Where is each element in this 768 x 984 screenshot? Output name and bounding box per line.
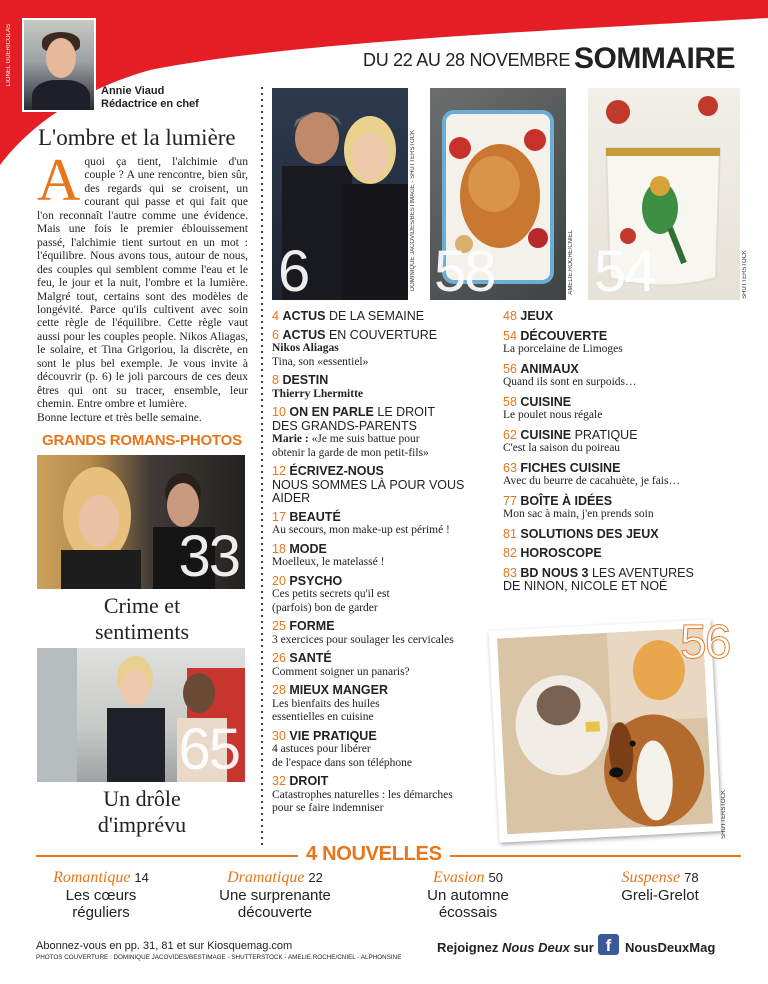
cover-credit-2: AMELIE.ROCHE/CNIEL xyxy=(568,230,574,295)
roman-page-1: 33 xyxy=(178,524,239,589)
editorial-text: quoi ça tient, l'alchimie d'un couple ? A une rencontre, bien sûr, des regards qui se croisent, un courant qui passe et qui fait que l'on reconnaît l'autre comme une évidence. Mais une fois le premier éblouissement passé, l'alchimie tient surtout en un mot : l'équilibre. Nous avons tous, autour de nous, des couples qui semblent comme l'eau et le feu, le jour et la nuit, l'ombre et la lumière. Malgré tout, certains sont des modèles de longévité. Parce qu'ils cultivent avec soin cette règle de l'équilibre. Cette règle vaut aussi pour les couples people. Nikos Aliagas, le solaire, et Tina Grigoriou, la discrète, en sont le plus bel exemple. Je vous invite à découvrir (p. 6) le joli parcours de ces deux êtres qui ont su tracer, ensemble, leur chemin. Entre ombre et lumière. xyxy=(37,155,248,411)
toc-num: 20 xyxy=(272,573,286,588)
romans-heading: GRANDS ROMANS-PHOTOS xyxy=(42,432,242,449)
editor-name: Annie Viaud xyxy=(101,85,165,97)
toc-num: 8 xyxy=(272,373,279,387)
toc-keyword: BEAUTÉ xyxy=(289,509,341,524)
toc-keyword: MODE xyxy=(289,541,327,556)
toc-keyword: DÉCOUVERTE xyxy=(520,328,608,343)
toc-sub: Le poulet nous régale xyxy=(503,409,603,421)
nouvelle-genre: Dramatique xyxy=(227,869,305,886)
toc-item[interactable] xyxy=(272,775,497,816)
nouvelle-title-line1: Greli-Grelot xyxy=(621,887,699,904)
toc-sub: 4 astuces pour libérer xyxy=(272,743,371,755)
nouvelle-item[interactable] xyxy=(383,869,553,921)
toc-left xyxy=(272,310,497,816)
toc-sub: Ces petits secrets qu'il est xyxy=(272,588,390,600)
toc-num: 17 xyxy=(272,509,286,524)
toc-num: 58 xyxy=(503,394,517,409)
toc-sub: Au secours, mon make-up est périmé ! xyxy=(272,524,450,536)
roman-title-2-line2: d'imprévu xyxy=(97,812,187,837)
toc-sub: Tina, son «essentiel» xyxy=(272,355,369,368)
animal-page: 56 xyxy=(680,616,730,669)
nouvelle-page: 78 xyxy=(684,870,699,885)
toc-item[interactable] xyxy=(503,396,743,423)
roman-title-1 xyxy=(37,593,247,645)
toc-keyword: BD NOUS 3 xyxy=(520,565,589,580)
cover-page-3: 54 xyxy=(594,239,655,300)
nouvelle-title-line1: Les cœurs xyxy=(65,887,137,904)
editorial-signoff: Bonne lecture et très belle semaine. xyxy=(37,410,202,424)
social-invite-brand: Nous Deux xyxy=(502,940,570,955)
toc-item[interactable] xyxy=(272,543,497,570)
toc-sub: 3 exercices pour soulager les cervicales xyxy=(272,633,454,646)
toc-sub-bold: Nikos Aliagas xyxy=(272,342,339,354)
editor-signature xyxy=(101,85,199,111)
toc-keyword: ACTUS xyxy=(282,309,326,323)
toc-num: 82 xyxy=(503,546,517,560)
toc-keyword: SOLUTIONS DES JEUX xyxy=(520,526,659,541)
toc-keyword: ÉCRIVEZ-NOUS xyxy=(289,464,384,478)
toc-sub: «Je me suis battue pour xyxy=(308,433,420,445)
roman-title-2 xyxy=(37,786,247,838)
nouvelle-genre: Suspense xyxy=(621,869,681,886)
social-invite-post: sur xyxy=(569,940,594,955)
toc-num: 77 xyxy=(503,493,517,508)
cover-photo-3[interactable] xyxy=(588,88,740,300)
toc-sub: Les bienfaits des huiles xyxy=(272,697,380,710)
toc-item[interactable] xyxy=(272,620,497,647)
toc-num: 81 xyxy=(503,526,517,541)
cover-photo-2[interactable] xyxy=(430,88,566,300)
nouvelle-title-line2: écossais xyxy=(438,904,498,921)
toc-num: 18 xyxy=(272,541,286,556)
social-invite-pre: Rejoignez xyxy=(437,940,503,955)
roman-photo-2[interactable] xyxy=(37,648,245,782)
toc-sub: obtenir la garde de mon petit-fils» xyxy=(272,446,429,459)
toc-num: 56 xyxy=(503,361,517,376)
toc-num: 62 xyxy=(503,427,517,442)
cover-page-2: 58 xyxy=(434,239,495,300)
toc-sub: essentielles en cuisine xyxy=(272,711,374,723)
toc-num: 12 xyxy=(272,464,286,478)
nouvelle-page: 14 xyxy=(134,870,149,885)
toc-keyword: VIE PRATIQUE xyxy=(289,728,377,743)
editor-photo xyxy=(22,18,96,112)
toc-keyword: MIEUX MANGER xyxy=(289,683,389,697)
nouvelle-page: 50 xyxy=(488,870,503,885)
toc-rest: LES AVENTURES xyxy=(588,565,694,580)
toc-sub: de l'espace dans son téléphone xyxy=(272,756,413,769)
toc-rest-line2: DES GRANDS-PARENTS xyxy=(272,418,417,433)
toc-item[interactable] xyxy=(272,374,497,401)
animal-credit: SHUTTERSTOCK xyxy=(721,790,727,839)
toc-rest-line2: DE NINON, NICOLE ET NOÉ xyxy=(503,579,668,593)
nouvelle-genre: Romantique xyxy=(53,869,131,886)
toc-item[interactable] xyxy=(272,652,497,679)
toc-num: 4 xyxy=(272,309,279,323)
toc-num: 48 xyxy=(503,309,517,323)
toc-item[interactable] xyxy=(503,462,743,489)
toc-sub-bold: Marie : xyxy=(272,433,309,445)
editor-role: Rédactrice en chef xyxy=(101,98,199,110)
toc-sub: Quand ils sont en surpoids… xyxy=(503,376,637,388)
nouvelle-title-line2: réguliers xyxy=(72,904,130,921)
roman-photo-1[interactable] xyxy=(37,455,245,589)
toc-rest: EN COUVERTURE xyxy=(325,327,438,342)
toc-keyword: DESTIN xyxy=(282,373,329,387)
toc-sub: Comment soigner un panaris? xyxy=(272,665,410,678)
toc-keyword: BOÎTE À IDÉES xyxy=(520,493,613,508)
toc-num: 54 xyxy=(503,328,517,343)
toc-item[interactable] xyxy=(272,465,497,506)
photo-credits: PHOTOS COUVERTURE : DOMINIQUE JACOVIDES/BESTIMAGE - SHUTTERSTOCK - AMELIE.ROCHE/CNIEL - ALPHONSINE xyxy=(36,954,402,961)
toc-item[interactable] xyxy=(272,684,497,725)
toc-sub: Catastrophes naturelles : les démarches xyxy=(272,788,453,801)
toc-sub: pour se faire indemniser xyxy=(272,802,384,814)
toc-num: 32 xyxy=(272,774,286,788)
toc-num: 30 xyxy=(272,728,286,743)
page-title: SOMMAIRE xyxy=(574,42,735,75)
toc-num: 63 xyxy=(503,460,517,475)
toc-sub-bold: Thierry Lhermitte xyxy=(272,387,364,400)
nouvelle-genre: Evasion xyxy=(432,869,485,886)
toc-sub: Avec du beurre de cacahuète, je fais… xyxy=(503,475,680,487)
toc-num: 28 xyxy=(272,683,286,697)
toc-item[interactable] xyxy=(503,429,743,456)
toc-keyword: CUISINE xyxy=(520,427,572,442)
toc-item[interactable] xyxy=(503,567,743,594)
toc-item[interactable] xyxy=(503,330,743,357)
toc-rest: LE DROIT xyxy=(373,405,436,419)
subscribe-line[interactable]: Abonnez-vous en pp. 31, 81 et sur Kiosquemag.com xyxy=(36,940,293,952)
toc-sub: Mon sac à main, j'en prends soin xyxy=(503,508,654,520)
nouvelle-item[interactable] xyxy=(190,869,360,921)
toc-item[interactable] xyxy=(272,511,497,538)
social-invite xyxy=(437,940,594,955)
toc-keyword: PSYCHO xyxy=(289,573,343,588)
toc-item[interactable] xyxy=(272,329,497,370)
facebook-handle[interactable]: NousDeuxMag xyxy=(625,940,716,955)
toc-num: 10 xyxy=(272,405,286,419)
toc-num: 6 xyxy=(272,327,279,342)
date-range: DU 22 AU 28 NOVEMBRE xyxy=(363,50,571,70)
nouvelle-title-line2: découverte xyxy=(237,904,313,921)
cover-credit-1: DOMINIQUE JACOVIDES/BESTIMAGE - SHUTTERSTOCK xyxy=(410,130,416,292)
nouvelle-title-line1: Une surprenante xyxy=(219,887,331,904)
cover-credit-3: SHUTTERSTOCK xyxy=(742,250,748,299)
toc-item[interactable] xyxy=(272,310,497,325)
toc-keyword: HOROSCOPE xyxy=(520,546,602,560)
roman-title-1-line1: Crime et xyxy=(103,593,181,618)
roman-title-1-line2: sentiments xyxy=(94,619,190,644)
cover-photo-1[interactable] xyxy=(272,88,408,300)
roman-title-2-line1: Un drôle xyxy=(103,786,181,811)
facebook-icon[interactable]: f xyxy=(598,934,619,955)
toc-keyword: JEUX xyxy=(520,309,554,323)
nouvelle-item[interactable] xyxy=(575,869,745,904)
nouvelle-item[interactable] xyxy=(16,869,186,921)
editor-photo-credit: LIONEL GUERICOLAS xyxy=(6,24,12,87)
editorial-dropcap: A xyxy=(37,147,81,213)
roman-page-2: 65 xyxy=(178,717,239,782)
column-divider xyxy=(261,85,263,845)
toc-keyword: ANIMAUX xyxy=(520,361,579,376)
toc-item[interactable] xyxy=(272,730,497,771)
nouvelle-title-line1: Un automne xyxy=(427,887,509,904)
toc-keyword: SANTÉ xyxy=(289,651,332,665)
toc-sub: (parfois) bon de garder xyxy=(272,601,378,614)
toc-item[interactable] xyxy=(503,310,743,324)
toc-keyword: ACTUS xyxy=(282,327,326,342)
toc-item[interactable] xyxy=(272,406,497,460)
toc-rest-line2: NOUS SOMMES LÀ POUR VOUS AIDER xyxy=(272,477,465,505)
toc-num: 26 xyxy=(272,651,286,665)
toc-sub: La porcelaine de Limoges xyxy=(503,343,623,355)
cover-page-1: 6 xyxy=(278,239,309,300)
toc-keyword: FORME xyxy=(289,619,335,633)
toc-item[interactable] xyxy=(503,363,743,390)
toc-rest: PRATIQUE xyxy=(571,427,638,442)
nouvelle-page: 22 xyxy=(308,870,323,885)
toc-keyword: FICHES CUISINE xyxy=(520,460,621,475)
toc-rest: DE LA SEMAINE xyxy=(325,309,425,323)
toc-sub: C'est la saison du poireau xyxy=(503,442,621,454)
toc-item[interactable] xyxy=(272,575,497,616)
editorial-body xyxy=(37,147,248,424)
toc-keyword: ON EN PARLE xyxy=(289,405,374,419)
toc-num: 83 xyxy=(503,565,517,580)
toc-item[interactable] xyxy=(503,528,743,542)
toc-right xyxy=(503,310,743,594)
editorial-title: L'ombre et la lumière xyxy=(38,125,236,150)
toc-keyword: DROIT xyxy=(289,774,329,788)
toc-num: 25 xyxy=(272,619,286,633)
toc-item[interactable] xyxy=(503,547,743,561)
nouvelles-heading: 4 NOUVELLES xyxy=(298,843,450,866)
toc-item[interactable] xyxy=(503,495,743,522)
toc-keyword: CUISINE xyxy=(520,394,572,409)
toc-sub: Moelleux, le matelassé ! xyxy=(272,556,385,568)
